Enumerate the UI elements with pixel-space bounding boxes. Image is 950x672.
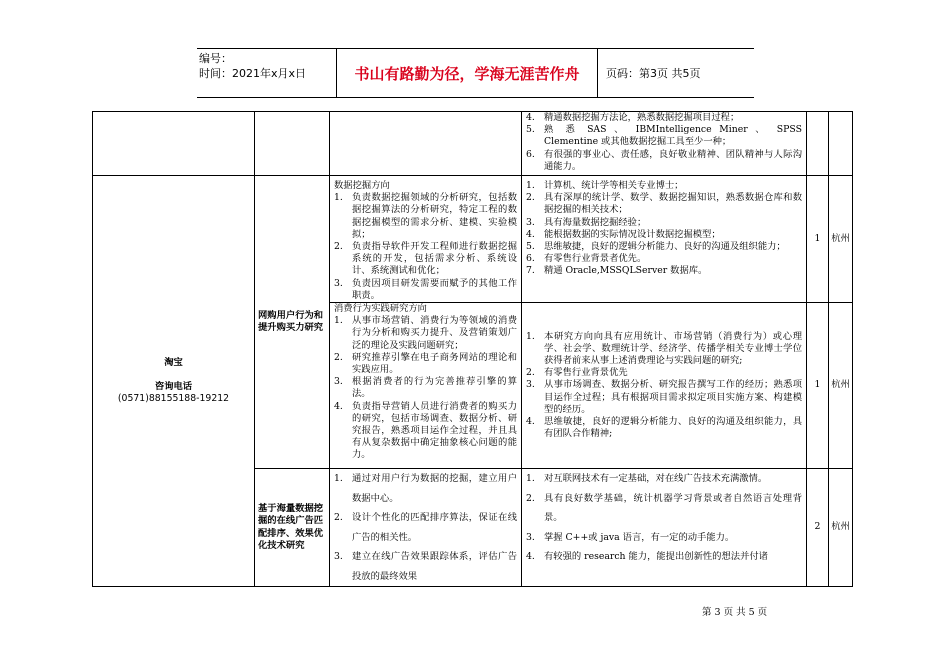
header-meta [197, 49, 337, 97]
list-item: 6. 有零售行业背景者优先。 [526, 253, 647, 265]
duties-list [330, 315, 521, 461]
headcount: 1 [807, 176, 829, 303]
headcount: 2 [807, 469, 829, 587]
list-item: 2. 设计个性化的匹配排序算法，保证在线广告的相关性。 [334, 512, 517, 543]
requirements-cell [522, 176, 807, 303]
direction-title: 数据挖掘方向 [334, 180, 390, 191]
list-item: 4. 精通数据挖掘方法论，熟悉数据挖掘项目过程； [526, 112, 740, 123]
list-item: 7. 精通 Oracle,MSSQLServer 数据库。 [526, 265, 708, 277]
city: 杭州 [829, 469, 853, 587]
list-item: 1. 负责数据挖掘领域的分析研究，包括数据挖掘算法的分析研究，特定工程的数据挖掘模型的需求分析、建模、实验模拟； [334, 192, 517, 240]
requirements-cell [522, 303, 807, 469]
list-item: 2. 具有深厚的统计学、数学、数据挖掘知识，熟悉数据仓库和数据挖掘的相关技术； [526, 192, 802, 216]
project-name: 网购用户行为和提升购买力研究 [255, 176, 330, 469]
direction-title: 消费行为实践研究方向 [334, 303, 427, 315]
job-table [92, 111, 853, 587]
motto: 书山有路勤为径，学海无涯苦作舟 [337, 49, 598, 97]
list-item: 1. 通过对用户行为数据的挖掘，建立用户数据中心。 [334, 473, 517, 504]
duties-list [330, 469, 521, 586]
requirements-list [522, 469, 806, 567]
list-item: 3. 具有海量数据挖掘经验； [526, 216, 647, 228]
list-item: 3. 掌握 C++或 java 语言，有一定的动手能力。 [526, 531, 735, 543]
city: 杭州 [829, 176, 853, 303]
table-row [93, 112, 853, 176]
list-item: 5. 思维敏捷，良好的逻辑分析能力、良好的沟通及组织能力； [526, 241, 786, 253]
contact-label: 咨询电话 [154, 380, 193, 392]
project-name: 基于海量数据挖掘的在线广告匹配排序、效果优化技术研究 [255, 469, 330, 587]
empty-cell [330, 112, 522, 176]
list-item: 4. 负责指导营销人员进行消费者的购买力的研究，包括市场调查、数据分析、研究报告，熟悉项目运作全过程，并且具有从复杂数据中确定抽象核心问题的能力。 [334, 400, 517, 461]
list-item: 3. 建立在线广告效果跟踪体系，评估广告投放的最终效果 [334, 551, 517, 582]
table-row [93, 176, 853, 303]
page-indicator: 页码：第3页 共5页 [606, 67, 701, 80]
number-label: 编号： [199, 52, 232, 65]
list-item: 2. 负责指导软件开发工程师进行数据挖掘系统的开发，包括需求分析、系统设计、系统测试和优化； [334, 241, 517, 277]
empty-cell [255, 112, 330, 176]
list-item: 1. 从事市场营销、消费行为等领域的消费行为分析和购买力提升、及营销策划广泛的理论及实践问题研究； [334, 315, 517, 351]
company-name: 淘宝 [164, 356, 183, 368]
requirements-list [522, 112, 806, 173]
requirements-list [522, 331, 806, 441]
company-cell [93, 176, 255, 587]
list-item: 3. 从事市场调查、数据分析、研究报告撰写工作的经历；熟悉项目运作全过程；具有根据项目需求拟定项目实施方案、构建模型的经历。 [526, 379, 802, 415]
empty-cell [93, 112, 255, 176]
requirements-cell [522, 469, 807, 587]
empty-cell [807, 112, 829, 176]
list-item: 2. 研究推荐引擎在电子商务网站的理论和实践应用。 [334, 351, 517, 376]
list-item: 1. 本研究方向向具有应用统计、市场营销（消费行为）或心理学、社会学、数理统计学、经济学、传播学相关专业博士学位获得者前来从事上述消费理论与实践问题的研究; [526, 330, 802, 367]
list-item: 1. 对互联网技术有一定基础，对在线广告技术充满激情。 [526, 473, 768, 485]
contact-phone: (0571)88155188-19212 [117, 393, 230, 405]
date-label: 时间：2021年x月x日 [199, 67, 307, 80]
list-item: 3. 根据消费者的行为完善推荐引擎的算法。 [334, 376, 517, 400]
list-item: 4. 有较强的 research 能力，能提出创新性的想法并付诸 [526, 551, 768, 563]
duties-list [330, 192, 521, 302]
list-item: 3. 负责因项目研发需要而赋予的其他工作职责。 [334, 277, 517, 301]
list-item: 2. 有零售行业背景优先 [526, 367, 628, 379]
empty-cell [829, 112, 853, 176]
list-item: 4. 能根据数据的实际情况设计数据挖掘模型； [526, 228, 721, 240]
list-item: 4. 思维敏捷，良好的逻辑分析能力、良好的沟通及组织能力，具有团队合作精神; [526, 416, 802, 440]
duties-cell [330, 176, 522, 303]
requirements-cell [522, 112, 807, 176]
list-item: 2. 具有良好数学基础，统计机器学习背景或者自然语言处理背景。 [526, 492, 802, 524]
list-item: 5. 熟 悉 SAS 、 IBMIntelligence Miner 、 SPSS Clementine 或其他数据挖掘工具至少一种； [526, 124, 802, 148]
city: 杭州 [829, 303, 853, 469]
requirements-list [522, 180, 806, 278]
page-footer: 第 3 页 共 5 页 [702, 607, 768, 618]
list-item: 6. 有很强的事业心、责任感，良好敬业精神、团队精神与人际沟通能力。 [526, 148, 802, 172]
duties-cell [330, 469, 522, 587]
headcount: 1 [807, 303, 829, 469]
list-item: 1. 计算机、统计学等相关专业博士； [526, 180, 684, 191]
duties-cell [330, 303, 522, 469]
page-header [197, 48, 754, 98]
